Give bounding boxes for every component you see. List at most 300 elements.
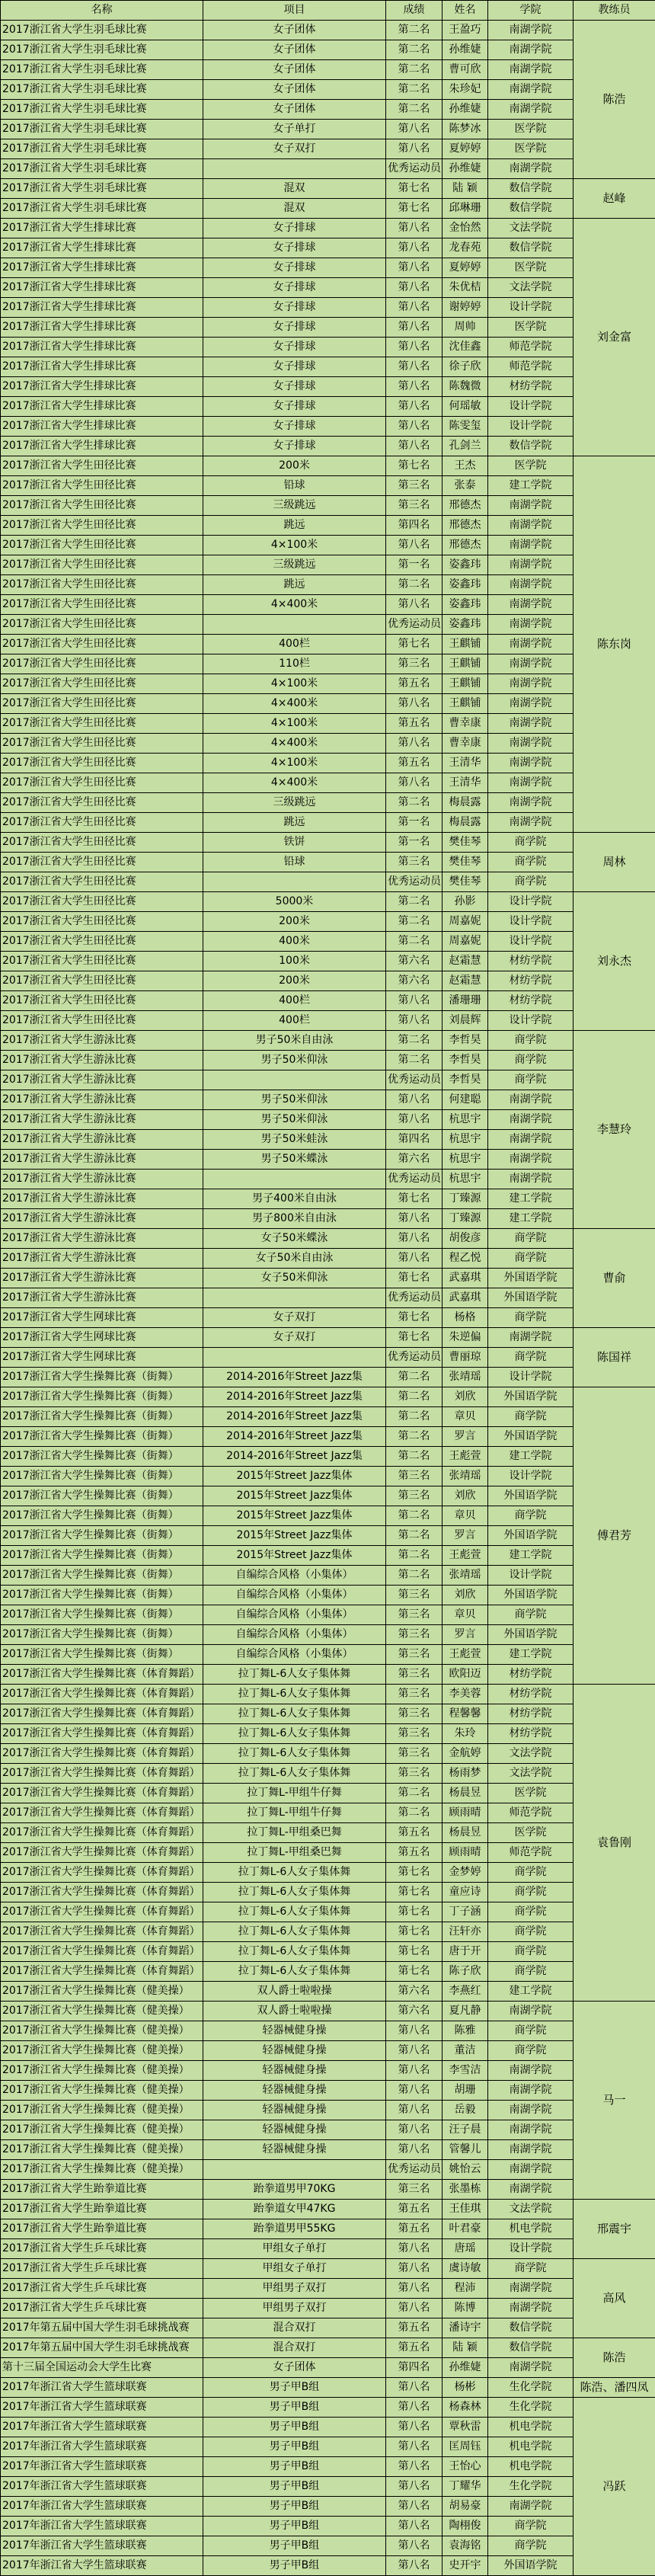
cell-result: 优秀运动员	[386, 1288, 443, 1308]
cell-competition: 2017浙江省大学生排球比赛	[1, 338, 203, 357]
table-row	[1, 1090, 655, 1110]
cell-event: 三级跳远	[203, 555, 386, 575]
table-row	[1, 2259, 655, 2279]
cell-event: 拉丁舞L-6人女子集体舞	[203, 1764, 386, 1784]
table-row	[1, 2477, 655, 2497]
cell-result: 第八名	[386, 2517, 443, 2536]
table-row	[1, 952, 655, 971]
cell-event: 2015年Street Jazz集体	[203, 1486, 386, 1506]
table-row	[1, 516, 655, 536]
cell-event: 拉丁舞L-6人女子集体舞	[203, 1685, 386, 1704]
cell-result: 第八名	[386, 2239, 443, 2259]
cell-college: 建工学院	[488, 1447, 574, 1467]
cell-event: 男子甲B组	[203, 2477, 386, 2497]
cell-college: 商学院	[488, 1942, 574, 1962]
cell-athlete: 唐于开	[443, 1942, 488, 1962]
table-row	[1, 1685, 655, 1704]
cell-result: 第二名	[386, 80, 443, 100]
table-row	[1, 1486, 655, 1506]
cell-athlete: 王清华	[443, 773, 488, 793]
cell-college: 南湖学院	[488, 1110, 574, 1130]
cell-competition: 2017浙江省大学生操舞比赛（健美操）	[1, 1982, 203, 2002]
cell-athlete: 朱珍妃	[443, 80, 488, 100]
cell-athlete: 曹丽琼	[443, 1348, 488, 1368]
cell-event: 拉丁舞L-6人女子集体舞	[203, 1724, 386, 1744]
cell-college: 数信学院	[488, 199, 574, 219]
cell-college: 南湖学院	[488, 754, 574, 773]
cell-athlete: 金航婷	[443, 1744, 488, 1764]
cell-college: 南湖学院	[488, 60, 574, 80]
cell-athlete: 王麒铺	[443, 654, 488, 674]
cell-competition: 2017浙江省大学生游泳比赛	[1, 1051, 203, 1070]
cell-college: 建工学院	[488, 476, 574, 496]
cell-event	[203, 1170, 386, 1189]
cell-coach: 周林	[574, 833, 655, 892]
table-row	[1, 318, 655, 338]
cell-result: 第二名	[386, 1368, 443, 1387]
cell-result: 第八名	[386, 2457, 443, 2477]
cell-competition: 2017年浙江省大学生篮球联赛	[1, 2556, 203, 2576]
cell-competition: 2017浙江省大学生羽毛球比赛	[1, 139, 203, 159]
cell-college: 文法学院	[488, 2200, 574, 2219]
table-row	[1, 1288, 655, 1308]
cell-event: 5000米	[203, 892, 386, 912]
cell-event: 男子50米仰泳	[203, 1051, 386, 1070]
cell-college: 建工学院	[488, 1546, 574, 1566]
table-row	[1, 1249, 655, 1269]
cell-college: 南湖学院	[488, 773, 574, 793]
cell-result: 第二名	[386, 912, 443, 932]
table-row	[1, 1823, 655, 1843]
cell-college: 南湖学院	[488, 1150, 574, 1170]
cell-athlete: 汪轩亦	[443, 1922, 488, 1942]
cell-athlete: 杨森林	[443, 2398, 488, 2418]
cell-competition: 2017浙江省大学生操舞比赛（体育舞蹈）	[1, 1902, 203, 1922]
cell-athlete: 杨格	[443, 1308, 488, 1328]
cell-college: 医学院	[488, 456, 574, 476]
cell-competition: 2017浙江省大学生操舞比赛（街舞）	[1, 1467, 203, 1486]
cell-result: 第八名	[386, 2101, 443, 2120]
cell-college: 建工学院	[488, 1982, 574, 2002]
cell-event: 拉丁舞L-6人女子集体舞	[203, 1922, 386, 1942]
cell-college: 数信学院	[488, 2318, 574, 2338]
cell-athlete: 杨晨昱	[443, 1784, 488, 1803]
cell-athlete: 罗言	[443, 1526, 488, 1546]
cell-event	[203, 2160, 386, 2180]
cell-athlete: 邱琳珊	[443, 199, 488, 219]
cell-athlete: 武嘉琪	[443, 1288, 488, 1308]
cell-athlete: 王怡心	[443, 2457, 488, 2477]
cell-event: 女子排球	[203, 278, 386, 298]
cell-result: 第八名	[386, 219, 443, 238]
cell-event	[203, 1070, 386, 1090]
cell-event: 4×100米	[203, 714, 386, 734]
cell-competition: 2017浙江省大学生游泳比赛	[1, 1288, 203, 1308]
table-row	[1, 2378, 655, 2398]
cell-athlete: 杨彬	[443, 2378, 488, 2398]
cell-athlete: 史开宇	[443, 2556, 488, 2576]
cell-athlete: 沈佳鑫	[443, 338, 488, 357]
cell-athlete: 赵霜慧	[443, 971, 488, 991]
table-row	[1, 2398, 655, 2418]
cell-event	[203, 1348, 386, 1368]
cell-college: 南湖学院	[488, 1130, 574, 1150]
cell-result: 第一名	[386, 833, 443, 853]
cell-college: 商学院	[488, 1883, 574, 1902]
table-row	[1, 179, 655, 199]
cell-result: 第八名	[386, 2120, 443, 2140]
cell-result: 第三名	[386, 654, 443, 674]
cell-competition: 2017浙江省大学生游泳比赛	[1, 1070, 203, 1090]
cell-competition: 2017浙江省大学生操舞比赛（健美操）	[1, 2061, 203, 2081]
cell-college: 外国语学院	[488, 1486, 574, 1506]
cell-college: 南湖学院	[488, 536, 574, 555]
table-row	[1, 2536, 655, 2556]
cell-result: 第二名	[386, 100, 443, 120]
table-row	[1, 991, 655, 1011]
cell-college: 医学院	[488, 258, 574, 278]
cell-result: 第七名	[386, 1189, 443, 1209]
cell-result: 第八名	[386, 437, 443, 456]
table-row	[1, 595, 655, 615]
cell-competition: 2017浙江省大学生跆拳道比赛	[1, 2200, 203, 2219]
cell-event: 女子单打	[203, 120, 386, 139]
cell-result: 第三名	[386, 1586, 443, 1605]
cell-athlete: 张靖瑶	[443, 1566, 488, 1586]
table-row	[1, 1704, 655, 1724]
table-row	[1, 1189, 655, 1209]
cell-event: 跆拳道女甲47KG	[203, 2200, 386, 2219]
cell-event: 甲组女子单打	[203, 2239, 386, 2259]
cell-result: 第三名	[386, 1645, 443, 1665]
cell-competition: 2017浙江省大学生田径比赛	[1, 536, 203, 555]
cell-competition: 2017浙江省大学生操舞比赛（体育舞蹈）	[1, 1843, 203, 1863]
cell-college: 南湖学院	[488, 2101, 574, 2120]
cell-competition: 2017浙江省大学生操舞比赛（街舞）	[1, 1506, 203, 1526]
cell-college: 商学院	[488, 2041, 574, 2061]
cell-athlete: 孙维婕	[443, 159, 488, 179]
cell-competition: 2017浙江省大学生田径比赛	[1, 615, 203, 635]
cell-competition: 2017年浙江省大学生篮球联赛	[1, 2536, 203, 2556]
cell-college: 商学院	[488, 1902, 574, 1922]
table-row	[1, 1070, 655, 1090]
cell-competition: 2017浙江省大学生操舞比赛（体育舞蹈）	[1, 1665, 203, 1685]
table-row	[1, 1982, 655, 2002]
table-row	[1, 912, 655, 932]
cell-college: 文法学院	[488, 219, 574, 238]
header-competition: 名称	[1, 1, 203, 21]
cell-athlete: 曹幸康	[443, 734, 488, 754]
cell-college: 商学院	[488, 1605, 574, 1625]
cell-result: 第二名	[386, 1427, 443, 1447]
cell-competition: 2017浙江省大学生羽毛球比赛	[1, 100, 203, 120]
cell-athlete: 覃秋雷	[443, 2418, 488, 2437]
cell-competition: 2017浙江省大学生田径比赛	[1, 476, 203, 496]
table-row	[1, 1368, 655, 1387]
cell-competition: 2017浙江省大学生羽毛球比赛	[1, 159, 203, 179]
cell-competition: 2017浙江省大学生游泳比赛	[1, 1209, 203, 1229]
cell-result: 第七名	[386, 1308, 443, 1328]
cell-event: 拉丁舞L-6人女子集体舞	[203, 1883, 386, 1902]
cell-result: 优秀运动员	[386, 2160, 443, 2180]
cell-college: 南湖学院	[488, 714, 574, 734]
cell-competition: 2017浙江省大学生游泳比赛	[1, 1090, 203, 1110]
cell-athlete: 章贝	[443, 1506, 488, 1526]
cell-college: 材纺学院	[488, 377, 574, 397]
cell-athlete: 王麒铺	[443, 674, 488, 694]
cell-college: 外国语学院	[488, 2556, 574, 2576]
cell-college: 商学院	[488, 2536, 574, 2556]
cell-result: 第八名	[386, 417, 443, 437]
table-row	[1, 2239, 655, 2259]
table-row	[1, 1011, 655, 1031]
cell-event: 男子甲B组	[203, 2418, 386, 2437]
cell-competition: 2017浙江省大学生操舞比赛（体育舞蹈）	[1, 1784, 203, 1803]
cell-college: 商学院	[488, 2259, 574, 2279]
cell-college: 商学院	[488, 833, 574, 853]
cell-event: 女子双打	[203, 1328, 386, 1348]
cell-coach: 陈东岗	[574, 456, 655, 833]
cell-athlete: 欧阳迈	[443, 1665, 488, 1685]
cell-result: 第五名	[386, 1823, 443, 1843]
cell-athlete: 孙维婕	[443, 2358, 488, 2378]
cell-college: 南湖学院	[488, 40, 574, 60]
cell-result: 第八名	[386, 1229, 443, 1249]
cell-competition: 2017浙江省大学生乒乓球比赛	[1, 2239, 203, 2259]
cell-competition: 2017浙江省大学生排球比赛	[1, 417, 203, 437]
cell-result: 第七名	[386, 1863, 443, 1883]
cell-event: 男子甲B组	[203, 2517, 386, 2536]
cell-result: 第八名	[386, 1249, 443, 1269]
table-header	[1, 1, 655, 21]
cell-event: 男子800米自由泳	[203, 1209, 386, 1229]
cell-competition: 2017浙江省大学生田径比赛	[1, 734, 203, 754]
cell-college: 商学院	[488, 1249, 574, 1269]
table-row	[1, 2299, 655, 2318]
cell-result: 第一名	[386, 555, 443, 575]
cell-result: 第八名	[386, 734, 443, 754]
cell-college: 南湖学院	[488, 159, 574, 179]
cell-event: 自编综合风格（小集体）	[203, 1625, 386, 1645]
cell-event: 轻器械健身操	[203, 2120, 386, 2140]
cell-event: 200米	[203, 456, 386, 476]
cell-athlete: 刘欣	[443, 1586, 488, 1605]
cell-competition: 2017浙江省大学生田径比赛	[1, 912, 203, 932]
cell-result: 第七名	[386, 1328, 443, 1348]
table-row	[1, 2120, 655, 2140]
cell-result: 第八名	[386, 2418, 443, 2437]
cell-college: 设计学院	[488, 298, 574, 318]
cell-result: 第八名	[386, 357, 443, 377]
cell-competition: 2017浙江省大学生田径比赛	[1, 595, 203, 615]
cell-college: 南湖学院	[488, 2279, 574, 2299]
table-row	[1, 2556, 655, 2576]
cell-college: 南湖学院	[488, 2081, 574, 2101]
table-row	[1, 2101, 655, 2120]
cell-coach: 高风	[574, 2259, 655, 2338]
cell-competition: 2017浙江省大学生排球比赛	[1, 298, 203, 318]
cell-event: 自编综合风格（小集体）	[203, 1605, 386, 1625]
cell-college: 商学院	[488, 1407, 574, 1427]
cell-result: 第八名	[386, 991, 443, 1011]
cell-result: 第二名	[386, 793, 443, 813]
cell-result: 第六名	[386, 1150, 443, 1170]
cell-college: 机电学院	[488, 2457, 574, 2477]
cell-result: 第八名	[386, 318, 443, 338]
cell-competition: 2017浙江省大学生排球比赛	[1, 437, 203, 456]
table-row	[1, 159, 655, 179]
cell-college: 数信学院	[488, 437, 574, 456]
table-row	[1, 2160, 655, 2180]
cell-result: 第二名	[386, 1447, 443, 1467]
cell-event: 400米	[203, 932, 386, 952]
table-row	[1, 754, 655, 773]
cell-result: 第七名	[386, 199, 443, 219]
cell-athlete: 武嘉琪	[443, 1269, 488, 1288]
cell-athlete: 陆 颖	[443, 179, 488, 199]
cell-college: 设计学院	[488, 397, 574, 417]
cell-result: 第三名	[386, 1744, 443, 1764]
cell-athlete: 周嘉妮	[443, 912, 488, 932]
table-row	[1, 496, 655, 516]
cell-college: 材纺学院	[488, 1685, 574, 1704]
cell-college: 医学院	[488, 139, 574, 159]
cell-result: 第二名	[386, 1506, 443, 1526]
cell-college: 外国语学院	[488, 1269, 574, 1288]
table-row	[1, 1447, 655, 1467]
cell-college: 南湖学院	[488, 2358, 574, 2378]
cell-event: 铁饼	[203, 833, 386, 853]
cell-athlete: 姿鑫玮	[443, 595, 488, 615]
cell-event: 混双	[203, 179, 386, 199]
cell-athlete: 汪子晨	[443, 2120, 488, 2140]
cell-result: 优秀运动员	[386, 615, 443, 635]
cell-result: 第三名	[386, 1685, 443, 1704]
cell-event: 4×400米	[203, 734, 386, 754]
cell-event: 200米	[203, 912, 386, 932]
table-row	[1, 971, 655, 991]
table-row	[1, 1744, 655, 1764]
cell-competition: 2017浙江省大学生游泳比赛	[1, 1150, 203, 1170]
cell-athlete: 邢德杰	[443, 536, 488, 555]
cell-athlete: 陈魏微	[443, 377, 488, 397]
cell-college: 南湖学院	[488, 2299, 574, 2318]
cell-result: 第五名	[386, 2200, 443, 2219]
cell-competition: 2017浙江省大学生羽毛球比赛	[1, 179, 203, 199]
cell-result: 第三名	[386, 1625, 443, 1645]
cell-college: 医学院	[488, 318, 574, 338]
cell-college: 设计学院	[488, 1368, 574, 1387]
cell-competition: 2017浙江省大学生田径比赛	[1, 932, 203, 952]
cell-result: 第八名	[386, 238, 443, 258]
cell-event: 女子50米自由泳	[203, 1249, 386, 1269]
cell-college: 生化学院	[488, 2477, 574, 2497]
cell-athlete: 丁臻源	[443, 1209, 488, 1229]
cell-coach: 冯跃	[574, 2398, 655, 2576]
cell-event: 拉丁舞L-6人女子集体舞	[203, 1744, 386, 1764]
header-row	[1, 1, 655, 21]
cell-competition: 2017浙江省大学生操舞比赛（街舞）	[1, 1447, 203, 1467]
cell-result: 第五名	[386, 2219, 443, 2239]
cell-college: 材纺学院	[488, 991, 574, 1011]
table-row	[1, 1467, 655, 1486]
cell-result: 第四名	[386, 2358, 443, 2378]
table-row	[1, 1229, 655, 1249]
cell-college: 医学院	[488, 1823, 574, 1843]
table-row	[1, 1902, 655, 1922]
cell-event: 女子排球	[203, 219, 386, 238]
table-row	[1, 892, 655, 912]
cell-competition: 2017浙江省大学生操舞比赛（街舞）	[1, 1645, 203, 1665]
cell-competition: 2017浙江省大学生乒乓球比赛	[1, 2299, 203, 2318]
cell-competition: 2017浙江省大学生游泳比赛	[1, 1031, 203, 1051]
cell-competition: 2017浙江省大学生操舞比赛（健美操）	[1, 2081, 203, 2101]
cell-event: 女子排球	[203, 238, 386, 258]
table-row	[1, 2318, 655, 2338]
cell-event: 2014-2016年Street Jazz集	[203, 1368, 386, 1387]
cell-athlete: 岳毅	[443, 2101, 488, 2120]
cell-coach: 刘金富	[574, 219, 655, 456]
header-college: 学院	[488, 1, 574, 21]
cell-college: 南湖学院	[488, 2180, 574, 2200]
cell-competition: 2017浙江省大学生乒乓球比赛	[1, 2279, 203, 2299]
table-row	[1, 1605, 655, 1625]
table-row	[1, 1665, 655, 1685]
cell-competition: 2017浙江省大学生羽毛球比赛	[1, 60, 203, 80]
cell-result: 第八名	[386, 139, 443, 159]
cell-event: 女子排球	[203, 437, 386, 456]
cell-college: 南湖学院	[488, 635, 574, 654]
cell-athlete: 孙维婕	[443, 100, 488, 120]
table-row	[1, 575, 655, 595]
cell-competition: 2017浙江省大学生网球比赛	[1, 1348, 203, 1368]
cell-competition: 2017浙江省大学生操舞比赛（体育舞蹈）	[1, 1803, 203, 1823]
cell-coach: 陈浩	[574, 2338, 655, 2378]
cell-athlete: 姿鑫玮	[443, 575, 488, 595]
cell-competition: 2017浙江省大学生田径比赛	[1, 971, 203, 991]
cell-event: 女子团体	[203, 40, 386, 60]
cell-college: 商学院	[488, 1922, 574, 1942]
cell-college: 设计学院	[488, 1467, 574, 1486]
cell-event: 2015年Street Jazz集体	[203, 1467, 386, 1486]
cell-competition: 2017浙江省大学生田径比赛	[1, 793, 203, 813]
cell-college: 南湖学院	[488, 555, 574, 575]
cell-competition: 2017浙江省大学生田径比赛	[1, 694, 203, 714]
cell-college: 商学院	[488, 1348, 574, 1368]
cell-coach: 陈国祥	[574, 1328, 655, 1387]
cell-event: 跆拳道男甲70KG	[203, 2180, 386, 2200]
cell-coach: 陈浩、潘四凤	[574, 2378, 655, 2398]
cell-result: 第八名	[386, 278, 443, 298]
cell-competition: 2017浙江省大学生操舞比赛（体育舞蹈）	[1, 1704, 203, 1724]
cell-athlete: 顾雨晴	[443, 1803, 488, 1823]
cell-college: 建工学院	[488, 1209, 574, 1229]
table-row	[1, 1110, 655, 1130]
cell-athlete: 王盈巧	[443, 21, 488, 40]
cell-result: 第三名	[386, 1486, 443, 1506]
cell-result: 第二名	[386, 60, 443, 80]
cell-competition: 2017浙江省大学生操舞比赛（街舞）	[1, 1566, 203, 1586]
cell-athlete: 杭思宇	[443, 1110, 488, 1130]
cell-result: 第三名	[386, 2180, 443, 2200]
cell-competition: 2017浙江省大学生网球比赛	[1, 1328, 203, 1348]
cell-result: 第六名	[386, 1982, 443, 2002]
cell-competition: 2017年浙江省大学生篮球联赛	[1, 2398, 203, 2418]
cell-athlete: 姚怡云	[443, 2160, 488, 2180]
table-row	[1, 1130, 655, 1150]
cell-result: 第七名	[386, 1942, 443, 1962]
table-row	[1, 1942, 655, 1962]
